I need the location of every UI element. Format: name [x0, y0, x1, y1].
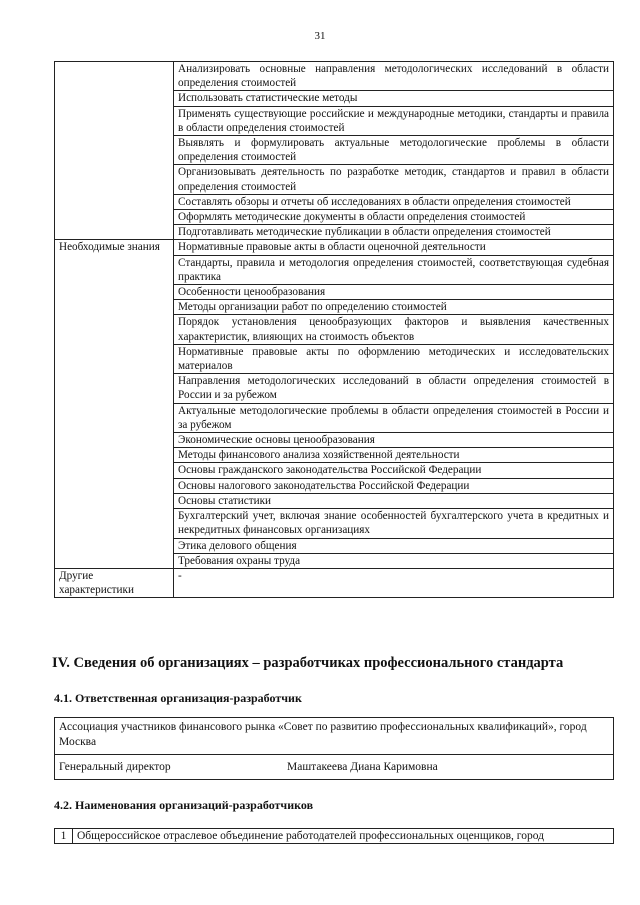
other-label: Другие характеристики: [55, 568, 174, 597]
knowledge-item: Особенности ценообразования: [174, 285, 614, 300]
knowledge-item: Этика делового общения: [174, 538, 614, 553]
knowledge-item: Экономические основы ценообразования: [174, 433, 614, 448]
knowledge-item: Методы организации работ по определению стоимостей: [174, 300, 614, 315]
knowledge-label: Необходимые знания: [55, 240, 174, 568]
table-row: [55, 240, 614, 255]
responsible-org-name: Ассоциация участников финансового рынка «Совет по развитию профессиональных квалификаций», город Москва: [55, 718, 613, 755]
signatory-name: Маштакеева Диана Каримовна: [287, 761, 438, 773]
subsection-responsible-title: 4.1. Ответственная организация-разработчик: [54, 691, 302, 705]
knowledge-item: Основы налогового законодательства Российской Федерации: [174, 478, 614, 493]
skill-item: Подготавливать методические публикации в области определения стоимостей: [174, 225, 614, 240]
responsible-org-signatory: [55, 755, 613, 779]
knowledge-item: Бухгалтерский учет, включая знание особенностей бухгалтерского учета в кредитных и некредитных финансовых организациях: [174, 509, 614, 538]
table-row: [55, 568, 614, 597]
subsection-developers-title: 4.2. Наименования организаций-разработчиков: [54, 798, 314, 812]
requirements-table: [54, 61, 614, 598]
knowledge-item: Основы гражданского законодательства Российской Федерации: [174, 463, 614, 478]
skill-item: Составлять обзоры и отчеты об исследованиях в области определения стоимостей: [174, 194, 614, 209]
knowledge-item: Основы статистики: [174, 493, 614, 508]
skill-item: Использовать статистические методы: [174, 91, 614, 106]
knowledge-item: Направления методологических исследований в области определения стоимостей в России и за рубежом: [174, 374, 614, 403]
developer-name: Общероссийское отраслевое объединение работодателей профессиональных оценщиков, город: [73, 829, 614, 844]
knowledge-item: Методы финансового анализа хозяйственной деятельности: [174, 448, 614, 463]
knowledge-item: Требования охраны труда: [174, 553, 614, 568]
section-title: IV. Сведения об организациях – разработчиках профессионального стандарта: [52, 655, 564, 671]
knowledge-item: Актуальные методологические проблемы в области определения стоимостей в России и за рубежом: [174, 403, 614, 432]
skill-item: Организовывать деятельность по разработке методик, стандартов и правил в области определения стоимостей: [174, 165, 614, 194]
knowledge-item: Стандарты, правила и методология определения стоимостей, соответствующая судебная практика: [174, 255, 614, 284]
table-row: [55, 62, 614, 91]
skill-item: Выявлять и формулировать актуальные методологические проблемы в области определения стоимостей: [174, 136, 614, 165]
skill-item: Анализировать основные направления методологических исследований в области определения стоимостей: [174, 62, 614, 91]
signatory-position: Генеральный директор: [59, 761, 171, 773]
page-number: 31: [314, 30, 326, 42]
skill-item: Оформлять методические документы в области определения стоимостей: [174, 210, 614, 225]
other-value: -: [174, 568, 614, 597]
knowledge-item: Нормативные правовые акты по оформлению методических и исследовательских материалов: [174, 344, 614, 373]
knowledge-item: Нормативные правовые акты в области оценочной деятельности: [174, 240, 614, 255]
responsible-org-box: [54, 717, 614, 780]
knowledge-item: Порядок установления ценообразующих факторов и выявления качественных характеристик, влияющих на стоимость объектов: [174, 315, 614, 344]
skill-item: Применять существующие российские и международные методики, стандарты и правила в области определения стоимостей: [174, 106, 614, 135]
skills-label-cell: [55, 62, 174, 240]
table-row: [55, 829, 614, 844]
developers-table: [54, 828, 614, 844]
developer-number: 1: [55, 829, 73, 844]
